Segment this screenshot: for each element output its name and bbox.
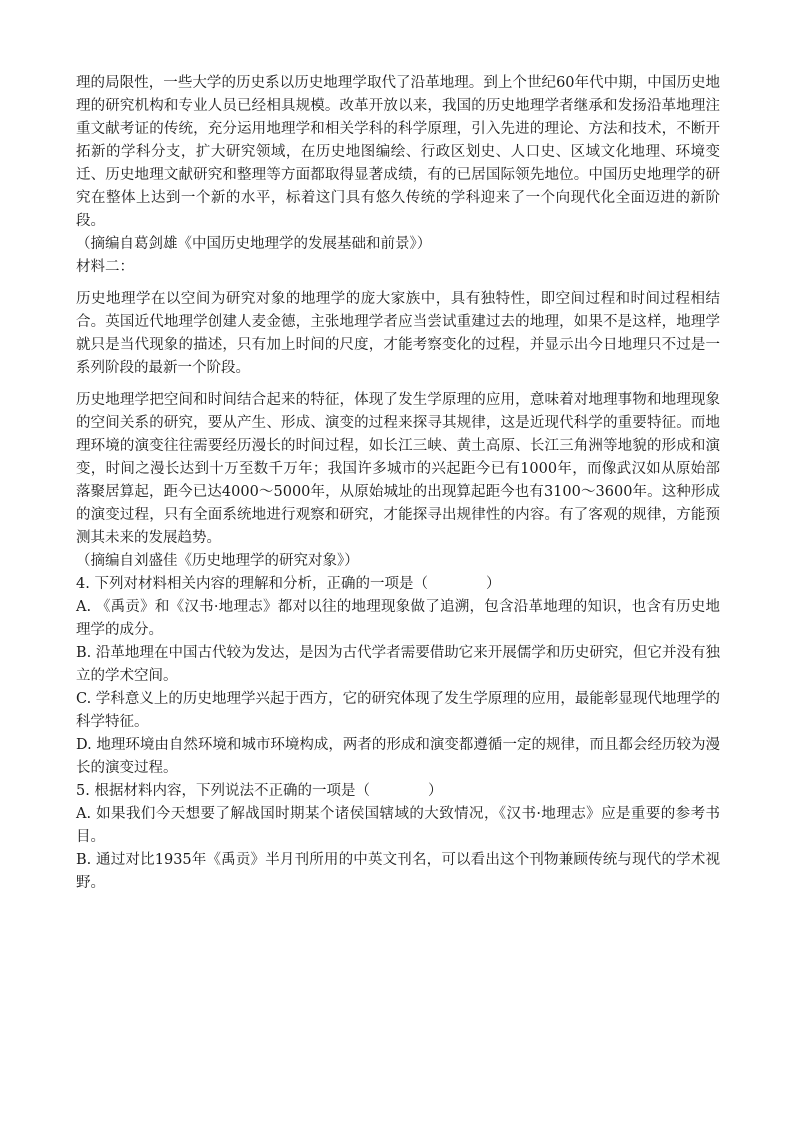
question-4-stem-text: 4. 下列对材料相关内容的理解和分析，正确的一项是（	[76, 576, 428, 592]
question-5-option-b[interactable]: B. 通过对比1935年《禹贡》半月刊所用的中英文刊名，可以看出这个刊物兼顾传统与现代的学术视野。	[76, 852, 720, 891]
question-5-stem	[76, 780, 720, 803]
question-5-stem-close: ）	[427, 783, 443, 799]
document-page	[76, 72, 720, 895]
material-two-heading: 材料二：	[76, 259, 134, 275]
question-4-stem	[76, 573, 720, 596]
question-4-option-b[interactable]: B. 沿革地理在中国古代较为发达，是因为古代学者需要借助它来开展儒学和历史研究，但它并没有独立的学术空间。	[76, 645, 720, 684]
material-two-source: （摘编自刘盛佳《历史地理学的研究对象》）	[76, 553, 359, 569]
material-one-source: （摘编自葛剑雄《中国历史地理学的发展基础和前景》）	[76, 236, 432, 252]
question-5-stem-text: 5. 根据材料内容，下列说法不正确的一项是（	[76, 783, 370, 799]
question-4-option-c[interactable]: C. 学科意义上的历史地理学兴起于西方，它的研究体现了发生学原理的应用，最能彰显现代地理学的科学特征。	[76, 691, 720, 730]
question-4-stem-close: ）	[485, 576, 501, 592]
question-4-option-d[interactable]: D. 地理环境由自然环境和城市环境构成，两者的形成和演变都遵循一定的规律，而且都会经历较为漫长的演变过程。	[76, 737, 720, 776]
material-two-paragraph-2: 历史地理学把空间和时间结合起来的特征，体现了发生学原理的应用，意味着对地理事物和地理现象的空间关系的研究，要从产生、形成、演变的过程来探寻其规律，这是近现代科学的重要特征。而地理环境的演变往往需要经历漫长的时间过程，如长江三峡、黄土高原、长江三角洲等地貌的形成和演变，时间之漫长达到十万至数千万年；我国许多城市的兴起距今已有1000年，而像武汉如从原始部落聚居算起，距今已达4000～5000年，从原始城址的出现算起距今也有3100～3600年。这种形成的演变过程，只有全面系统地进行观察和研究，才能探寻出规律性的内容。有了客观的规律，方能预测其未来的发展趋势。	[76, 392, 720, 546]
question-5-option-a[interactable]: A. 如果我们今天想要了解战国时期某个诸侯国辖域的大致情况，《汉书·地理志》应是重要的参考书目。	[76, 806, 720, 845]
question-4-option-a[interactable]: A. 《禹贡》和《汉书·地理志》都对以往的地理现象做了追溯，包含沿革地理的知识，也含有历史地理学的成分。	[76, 599, 720, 638]
material-two-paragraph-1: 历史地理学在以空间为研究对象的地理学的庞大家族中，具有独特性，即空间过程和时间过程相结合。英国近代地理学创建人麦金德，主张地理学者应当尝试重建过去的地理，如果不是这样，地理学就只是当代现象的描述，只有加上时间的尺度，才能考察变化的过程，并显示出今日地理只不过是一系列阶段的最新一个阶段。	[76, 291, 720, 376]
material-one-paragraph: 理的局限性，一些大学的历史系以历史地理学取代了沿革地理。到上个世纪60年代中期，中国历史地理的研究机构和专业人员已经相具规模。改革开放以来，我国的历史地理学者继承和发扬沿革地理注重文献考证的传统，充分运用地理学和相关学科的科学原理，引入先进的理论、方法和技术，不断开拓新的学科分支，扩大研究领域，在历史地图编绘、行政区划史、人口史、区域文化地理、环境变迁、历史地理文献研究和整理等方面都取得显著成绩，有的已居国际领先地位。中国历史地理学的研究在整体上达到一个新的水平，标着这门具有悠久传统的学科迎来了一个向现代化全面迈进的新阶段。	[76, 75, 720, 229]
